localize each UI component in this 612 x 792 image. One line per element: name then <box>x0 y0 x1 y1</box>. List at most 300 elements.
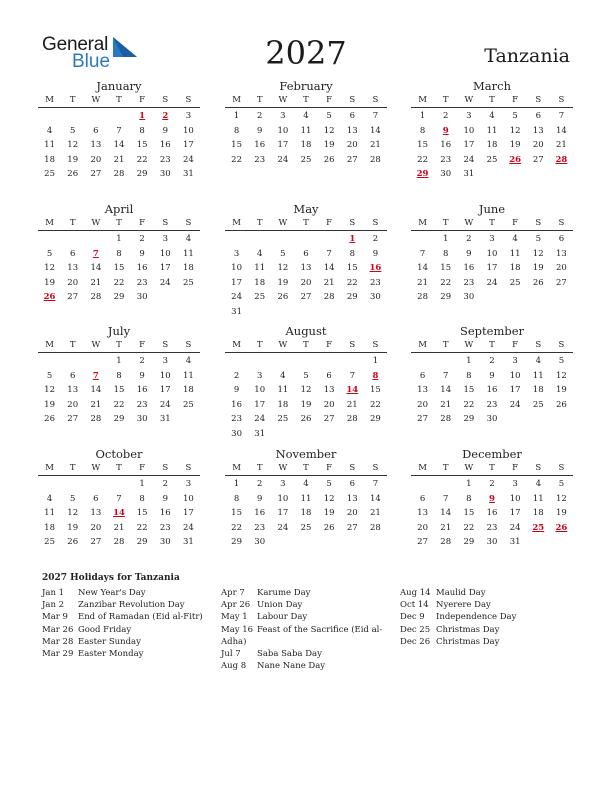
day-cell: 15 <box>113 385 125 395</box>
day-cell: 18 <box>486 140 498 150</box>
day-cell: 16 <box>440 140 452 150</box>
day-cell: 19 <box>556 508 567 518</box>
day-cell: 4 <box>512 234 518 244</box>
day-cell: 5 <box>326 479 332 489</box>
holiday-name: Easter Sunday <box>78 636 141 647</box>
day-cell: 7 <box>349 370 355 381</box>
day-cell: 21 <box>440 522 452 533</box>
day-cell: 2 <box>139 234 145 244</box>
day-cell: 21 <box>370 140 381 150</box>
weekday-label: M <box>232 95 241 105</box>
day-cell: 3 <box>162 234 168 244</box>
day-cell: 27 <box>90 537 102 547</box>
holiday-name: Christmas Day <box>436 624 500 635</box>
empty-cell <box>107 109 130 124</box>
day-cell: 23 <box>463 277 475 288</box>
day-cell: 24 <box>183 522 194 533</box>
day-cell: 3 <box>233 248 240 259</box>
holiday-date: May 16 <box>221 624 254 635</box>
day-cell: 25 <box>44 537 55 547</box>
day-cell: 6 <box>70 370 76 381</box>
empty-cell <box>341 354 364 369</box>
holiday-day-cell: 26 <box>509 154 522 165</box>
day-cell: 29 <box>463 537 475 547</box>
day-cell: 13 <box>300 263 312 273</box>
day-cell: 1 <box>443 234 449 244</box>
holiday-date: Apr 26 <box>221 600 251 611</box>
day-cell: 3 <box>257 370 263 381</box>
day-cell: 17 <box>159 263 171 273</box>
day-cell: 5 <box>280 248 286 259</box>
day-cell: 25 <box>277 414 289 424</box>
holiday-day-cell: 28 <box>555 154 568 165</box>
day-cell: 23 <box>370 277 381 288</box>
day-cell: 24 <box>509 399 521 410</box>
weekday-label: T <box>69 463 76 473</box>
day-cell: 6 <box>349 479 355 489</box>
day-cell: 25 <box>183 277 194 288</box>
day-cell: 7 <box>443 493 449 504</box>
day-cell: 15 <box>136 508 148 518</box>
day-cell: 26 <box>556 399 567 410</box>
weekday-label: M <box>418 95 427 105</box>
weekday-label: T <box>116 340 122 350</box>
day-cell: 7 <box>372 479 379 489</box>
weekday-label: F <box>139 340 146 350</box>
day-cell: 7 <box>443 370 449 381</box>
weekday-label: T <box>303 340 309 350</box>
day-cell: 1 <box>419 111 426 121</box>
day-cell: 15 <box>463 508 475 518</box>
weekday-label: F <box>512 463 519 473</box>
weekday-label: S <box>372 218 379 228</box>
holiday-item <box>221 636 391 648</box>
holiday-day-cell: 9 <box>489 493 495 504</box>
weekday-label: T <box>256 218 263 228</box>
month-july <box>38 324 200 427</box>
day-cell: 30 <box>486 414 498 424</box>
day-cell: 23 <box>486 399 498 410</box>
day-cell: 13 <box>90 508 102 518</box>
weekday-header <box>38 338 200 353</box>
day-cell: 5 <box>512 111 518 121</box>
holiday-date: Aug 8 <box>221 661 247 672</box>
day-cell: 12 <box>323 125 335 136</box>
day-cell: 12 <box>277 263 289 273</box>
day-cell: 29 <box>113 414 125 424</box>
day-cell: 26 <box>323 522 335 533</box>
day-cell: 16 <box>159 140 171 150</box>
day-cell: 8 <box>139 125 145 136</box>
day-cell: 22 <box>231 154 242 165</box>
month-january <box>38 79 200 182</box>
day-cell: 29 <box>136 537 148 547</box>
day-cell: 25 <box>300 522 312 533</box>
day-cell: 20 <box>300 277 312 288</box>
holiday-item <box>221 599 391 611</box>
weekday-label: S <box>185 218 192 228</box>
day-cell: 11 <box>486 125 498 136</box>
day-cell: 16 <box>254 140 266 150</box>
day-cell: 15 <box>440 263 452 273</box>
holiday-name: Christmas Day <box>436 636 500 647</box>
day-cell: 12 <box>44 385 55 395</box>
weekday-label: S <box>162 218 169 228</box>
month-title: August <box>285 324 327 338</box>
day-cell: 1 <box>139 479 145 489</box>
day-cell: 8 <box>419 125 426 136</box>
day-cell: 15 <box>463 385 475 395</box>
day-cell: 31 <box>463 169 475 179</box>
holiday-item <box>221 660 391 672</box>
holiday-date: Mar 28 <box>42 636 74 647</box>
weekday-label: S <box>185 95 192 105</box>
day-cell: 21 <box>113 522 125 533</box>
day-cell: 29 <box>113 292 125 302</box>
day-cell: 22 <box>440 277 452 288</box>
day-cell: 10 <box>183 493 194 504</box>
day-cell: 12 <box>556 370 567 381</box>
holiday-day-cell: 1 <box>139 111 146 121</box>
holiday-date: May 1 <box>221 612 248 623</box>
day-cell: 17 <box>159 385 171 395</box>
day-cell: 22 <box>463 522 475 533</box>
day-cell: 23 <box>136 277 148 288</box>
day-cell: 3 <box>185 111 192 121</box>
day-cell: 16 <box>136 263 148 273</box>
day-cell: 23 <box>254 154 266 165</box>
day-cell: 23 <box>440 154 452 165</box>
day-cell: 4 <box>489 111 495 121</box>
holiday-day-cell: 14 <box>113 508 125 518</box>
day-cell: 16 <box>486 508 498 518</box>
month-title: February <box>279 79 333 93</box>
holiday-item <box>400 624 570 636</box>
weekday-label: M <box>45 463 54 473</box>
logo-text-general: General <box>42 34 109 55</box>
holiday-item <box>221 648 391 660</box>
month-february <box>225 79 387 167</box>
day-cell: 31 <box>159 414 171 424</box>
weekday-label: W <box>278 95 288 105</box>
weekday-label: W <box>464 463 474 473</box>
day-cell: 1 <box>233 111 240 121</box>
month-june <box>411 202 573 305</box>
holiday-column <box>400 587 570 648</box>
day-cell: 8 <box>233 493 240 504</box>
day-cell: 11 <box>44 140 55 150</box>
weekday-label: T <box>489 95 495 105</box>
day-cell: 19 <box>532 263 544 273</box>
day-cell: 18 <box>532 385 544 395</box>
day-cell: 18 <box>44 154 55 165</box>
day-cell: 28 <box>370 522 381 533</box>
day-cell: 5 <box>558 479 565 489</box>
day-cell: 2 <box>466 234 472 244</box>
day-cell: 9 <box>466 248 472 259</box>
day-cell: 21 <box>90 277 102 288</box>
holiday-item <box>400 636 570 648</box>
weekday-header <box>38 461 200 476</box>
day-cell: 8 <box>116 370 122 381</box>
holiday-date: Aug 14 <box>400 588 431 598</box>
day-cell: 12 <box>509 125 521 136</box>
day-cell: 4 <box>257 248 263 259</box>
day-cell: 2 <box>257 479 263 489</box>
empty-cell <box>84 109 107 124</box>
day-cell: 18 <box>300 140 312 150</box>
weekday-label: S <box>349 218 356 228</box>
day-cell: 6 <box>419 370 426 381</box>
day-cell: 19 <box>277 277 289 288</box>
day-cell: 20 <box>556 263 567 273</box>
day-cell: 4 <box>185 356 192 366</box>
day-cell: 19 <box>556 385 567 395</box>
day-cell: 24 <box>254 414 266 424</box>
day-cell: 5 <box>46 370 53 381</box>
holiday-date: Jan 2 <box>42 600 65 611</box>
weekday-label: W <box>91 340 101 350</box>
weekday-label: F <box>326 463 333 473</box>
day-cell: 11 <box>532 493 544 504</box>
day-cell: 21 <box>440 399 452 410</box>
day-cell: 2 <box>162 479 168 489</box>
weekday-label: S <box>349 463 356 473</box>
weekday-label: S <box>535 463 542 473</box>
day-cell: 29 <box>346 292 358 302</box>
day-grid <box>225 476 387 550</box>
day-cell: 31 <box>231 306 242 317</box>
weekday-label: T <box>442 463 449 473</box>
month-title: October <box>95 447 143 461</box>
day-cell: 10 <box>509 370 521 381</box>
day-cell: 21 <box>370 508 381 518</box>
day-cell: 31 <box>254 428 266 439</box>
holiday-date: Mar 29 <box>42 649 74 660</box>
holiday-day-cell: 8 <box>372 370 379 381</box>
day-cell: 17 <box>277 140 289 150</box>
day-cell: 16 <box>136 385 148 395</box>
day-cell: 18 <box>532 508 544 518</box>
holiday-date: Oct 14 <box>400 600 429 611</box>
day-cell: 17 <box>183 140 194 150</box>
weekday-label: T <box>69 95 76 105</box>
day-cell: 13 <box>417 385 428 395</box>
day-cell: 30 <box>486 537 498 547</box>
day-cell: 4 <box>535 356 541 366</box>
day-cell: 6 <box>93 125 99 136</box>
weekday-label: W <box>91 463 101 473</box>
day-cell: 26 <box>67 169 79 179</box>
day-cell: 23 <box>231 414 242 424</box>
month-august <box>225 324 387 441</box>
empty-cell <box>61 354 84 369</box>
day-cell: 4 <box>46 125 53 136</box>
day-cell: 20 <box>346 140 358 150</box>
month-october <box>38 447 200 550</box>
holiday-day-cell: 7 <box>92 248 99 259</box>
month-title: May <box>293 202 319 216</box>
day-cell: 30 <box>159 169 171 179</box>
weekday-label: M <box>45 95 54 105</box>
day-cell: 2 <box>233 370 240 381</box>
day-cell: 24 <box>509 522 521 533</box>
day-cell: 11 <box>532 370 544 381</box>
day-cell: 24 <box>277 522 289 533</box>
day-cell: 18 <box>44 522 55 533</box>
day-cell: 16 <box>159 508 171 518</box>
weekday-label: T <box>303 463 309 473</box>
day-cell: 26 <box>44 414 55 424</box>
weekday-label: F <box>139 463 146 473</box>
day-cell: 19 <box>323 140 335 150</box>
weekday-label: F <box>512 218 519 228</box>
day-cell: 1 <box>116 234 122 244</box>
day-cell: 17 <box>463 140 475 150</box>
day-cell: 20 <box>323 399 335 410</box>
month-september <box>411 324 573 427</box>
day-cell: 11 <box>300 125 312 136</box>
holiday-name: Karume Day <box>257 588 311 598</box>
day-cell: 15 <box>231 140 242 150</box>
day-cell: 31 <box>183 537 194 547</box>
day-cell: 25 <box>254 292 266 302</box>
day-cell: 16 <box>463 263 475 273</box>
holiday-day-cell: 1 <box>349 234 356 244</box>
weekday-label: T <box>442 218 449 228</box>
day-cell: 17 <box>277 508 289 518</box>
holiday-name: Saba Saba Day <box>257 649 322 660</box>
weekday-label: T <box>489 340 495 350</box>
day-cell: 3 <box>280 479 286 489</box>
day-cell: 23 <box>486 522 498 533</box>
weekday-label: M <box>232 463 241 473</box>
day-cell: 10 <box>277 493 289 504</box>
day-cell: 3 <box>512 479 518 489</box>
day-cell: 2 <box>139 356 145 366</box>
day-cell: 9 <box>372 248 379 259</box>
day-cell: 26 <box>67 537 79 547</box>
empty-cell <box>411 232 434 247</box>
day-cell: 26 <box>277 292 289 302</box>
holiday-column <box>42 587 212 660</box>
day-grid <box>38 476 200 550</box>
calendar-year: 2027 <box>265 34 347 72</box>
day-cell: 20 <box>532 140 544 150</box>
day-cell: 9 <box>489 370 495 381</box>
day-cell: 15 <box>417 140 428 150</box>
day-cell: 17 <box>183 508 194 518</box>
day-cell: 27 <box>417 414 428 424</box>
empty-cell <box>61 109 84 124</box>
day-cell: 22 <box>136 154 148 165</box>
day-cell: 20 <box>346 508 358 518</box>
empty-cell <box>411 477 434 492</box>
day-cell: 14 <box>417 263 428 273</box>
holiday-name: Easter Monday <box>78 649 144 660</box>
day-cell: 19 <box>300 399 312 410</box>
empty-cell <box>84 354 107 369</box>
month-title: September <box>459 324 525 338</box>
weekday-label: F <box>139 95 146 105</box>
country-name: Tanzania <box>484 45 570 67</box>
day-grid <box>38 231 200 305</box>
day-cell: 25 <box>44 169 55 179</box>
day-cell: 29 <box>136 169 148 179</box>
day-cell: 9 <box>162 493 168 504</box>
weekday-label: T <box>303 95 309 105</box>
empty-cell <box>294 232 317 247</box>
weekday-label: S <box>185 463 192 473</box>
holiday-day-cell: 7 <box>92 370 99 381</box>
weekday-label: W <box>464 95 474 105</box>
day-cell: 30 <box>440 169 452 179</box>
day-cell: 2 <box>489 479 495 489</box>
day-cell: 7 <box>419 248 426 259</box>
day-cell: 27 <box>556 277 567 288</box>
day-cell: 3 <box>162 356 168 366</box>
weekday-label: W <box>91 95 101 105</box>
day-cell: 31 <box>183 169 194 179</box>
empty-cell <box>38 354 61 369</box>
day-cell: 11 <box>254 263 266 273</box>
day-cell: 25 <box>300 154 312 165</box>
day-cell: 4 <box>303 111 309 121</box>
day-cell: 25 <box>532 399 544 410</box>
month-title: January <box>96 79 142 93</box>
weekday-label: T <box>116 463 122 473</box>
day-cell: 27 <box>346 154 358 165</box>
day-cell: 7 <box>372 111 379 121</box>
day-cell: 20 <box>417 399 428 410</box>
day-grid <box>225 231 387 319</box>
day-cell: 3 <box>512 356 518 366</box>
weekday-label: S <box>349 95 356 105</box>
day-cell: 7 <box>326 248 332 259</box>
day-grid <box>411 108 573 182</box>
holiday-item <box>42 587 212 599</box>
day-cell: 4 <box>303 479 309 489</box>
day-cell: 17 <box>509 508 521 518</box>
day-cell: 6 <box>93 493 99 504</box>
day-cell: 10 <box>463 125 475 136</box>
day-cell: 9 <box>139 248 145 259</box>
day-cell: 21 <box>417 277 428 288</box>
day-cell: 16 <box>486 385 498 395</box>
day-cell: 13 <box>417 508 428 518</box>
day-cell: 15 <box>136 140 148 150</box>
empty-cell <box>271 354 294 369</box>
month-march <box>411 79 573 182</box>
weekday-header <box>411 216 573 231</box>
holiday-date: Dec 25 <box>400 624 431 635</box>
weekday-label: F <box>326 218 333 228</box>
day-cell: 9 <box>233 385 240 395</box>
weekday-label: S <box>372 340 379 350</box>
day-cell: 2 <box>372 234 379 244</box>
day-cell: 21 <box>113 154 125 165</box>
day-cell: 4 <box>535 479 541 489</box>
month-november <box>225 447 387 550</box>
day-cell: 6 <box>303 248 309 259</box>
day-cell: 22 <box>417 154 428 165</box>
weekday-label: W <box>278 463 288 473</box>
weekday-label: T <box>442 95 449 105</box>
weekday-label: S <box>185 340 192 350</box>
month-title: November <box>275 447 337 461</box>
weekday-header <box>225 461 387 476</box>
day-cell: 11 <box>183 370 194 381</box>
